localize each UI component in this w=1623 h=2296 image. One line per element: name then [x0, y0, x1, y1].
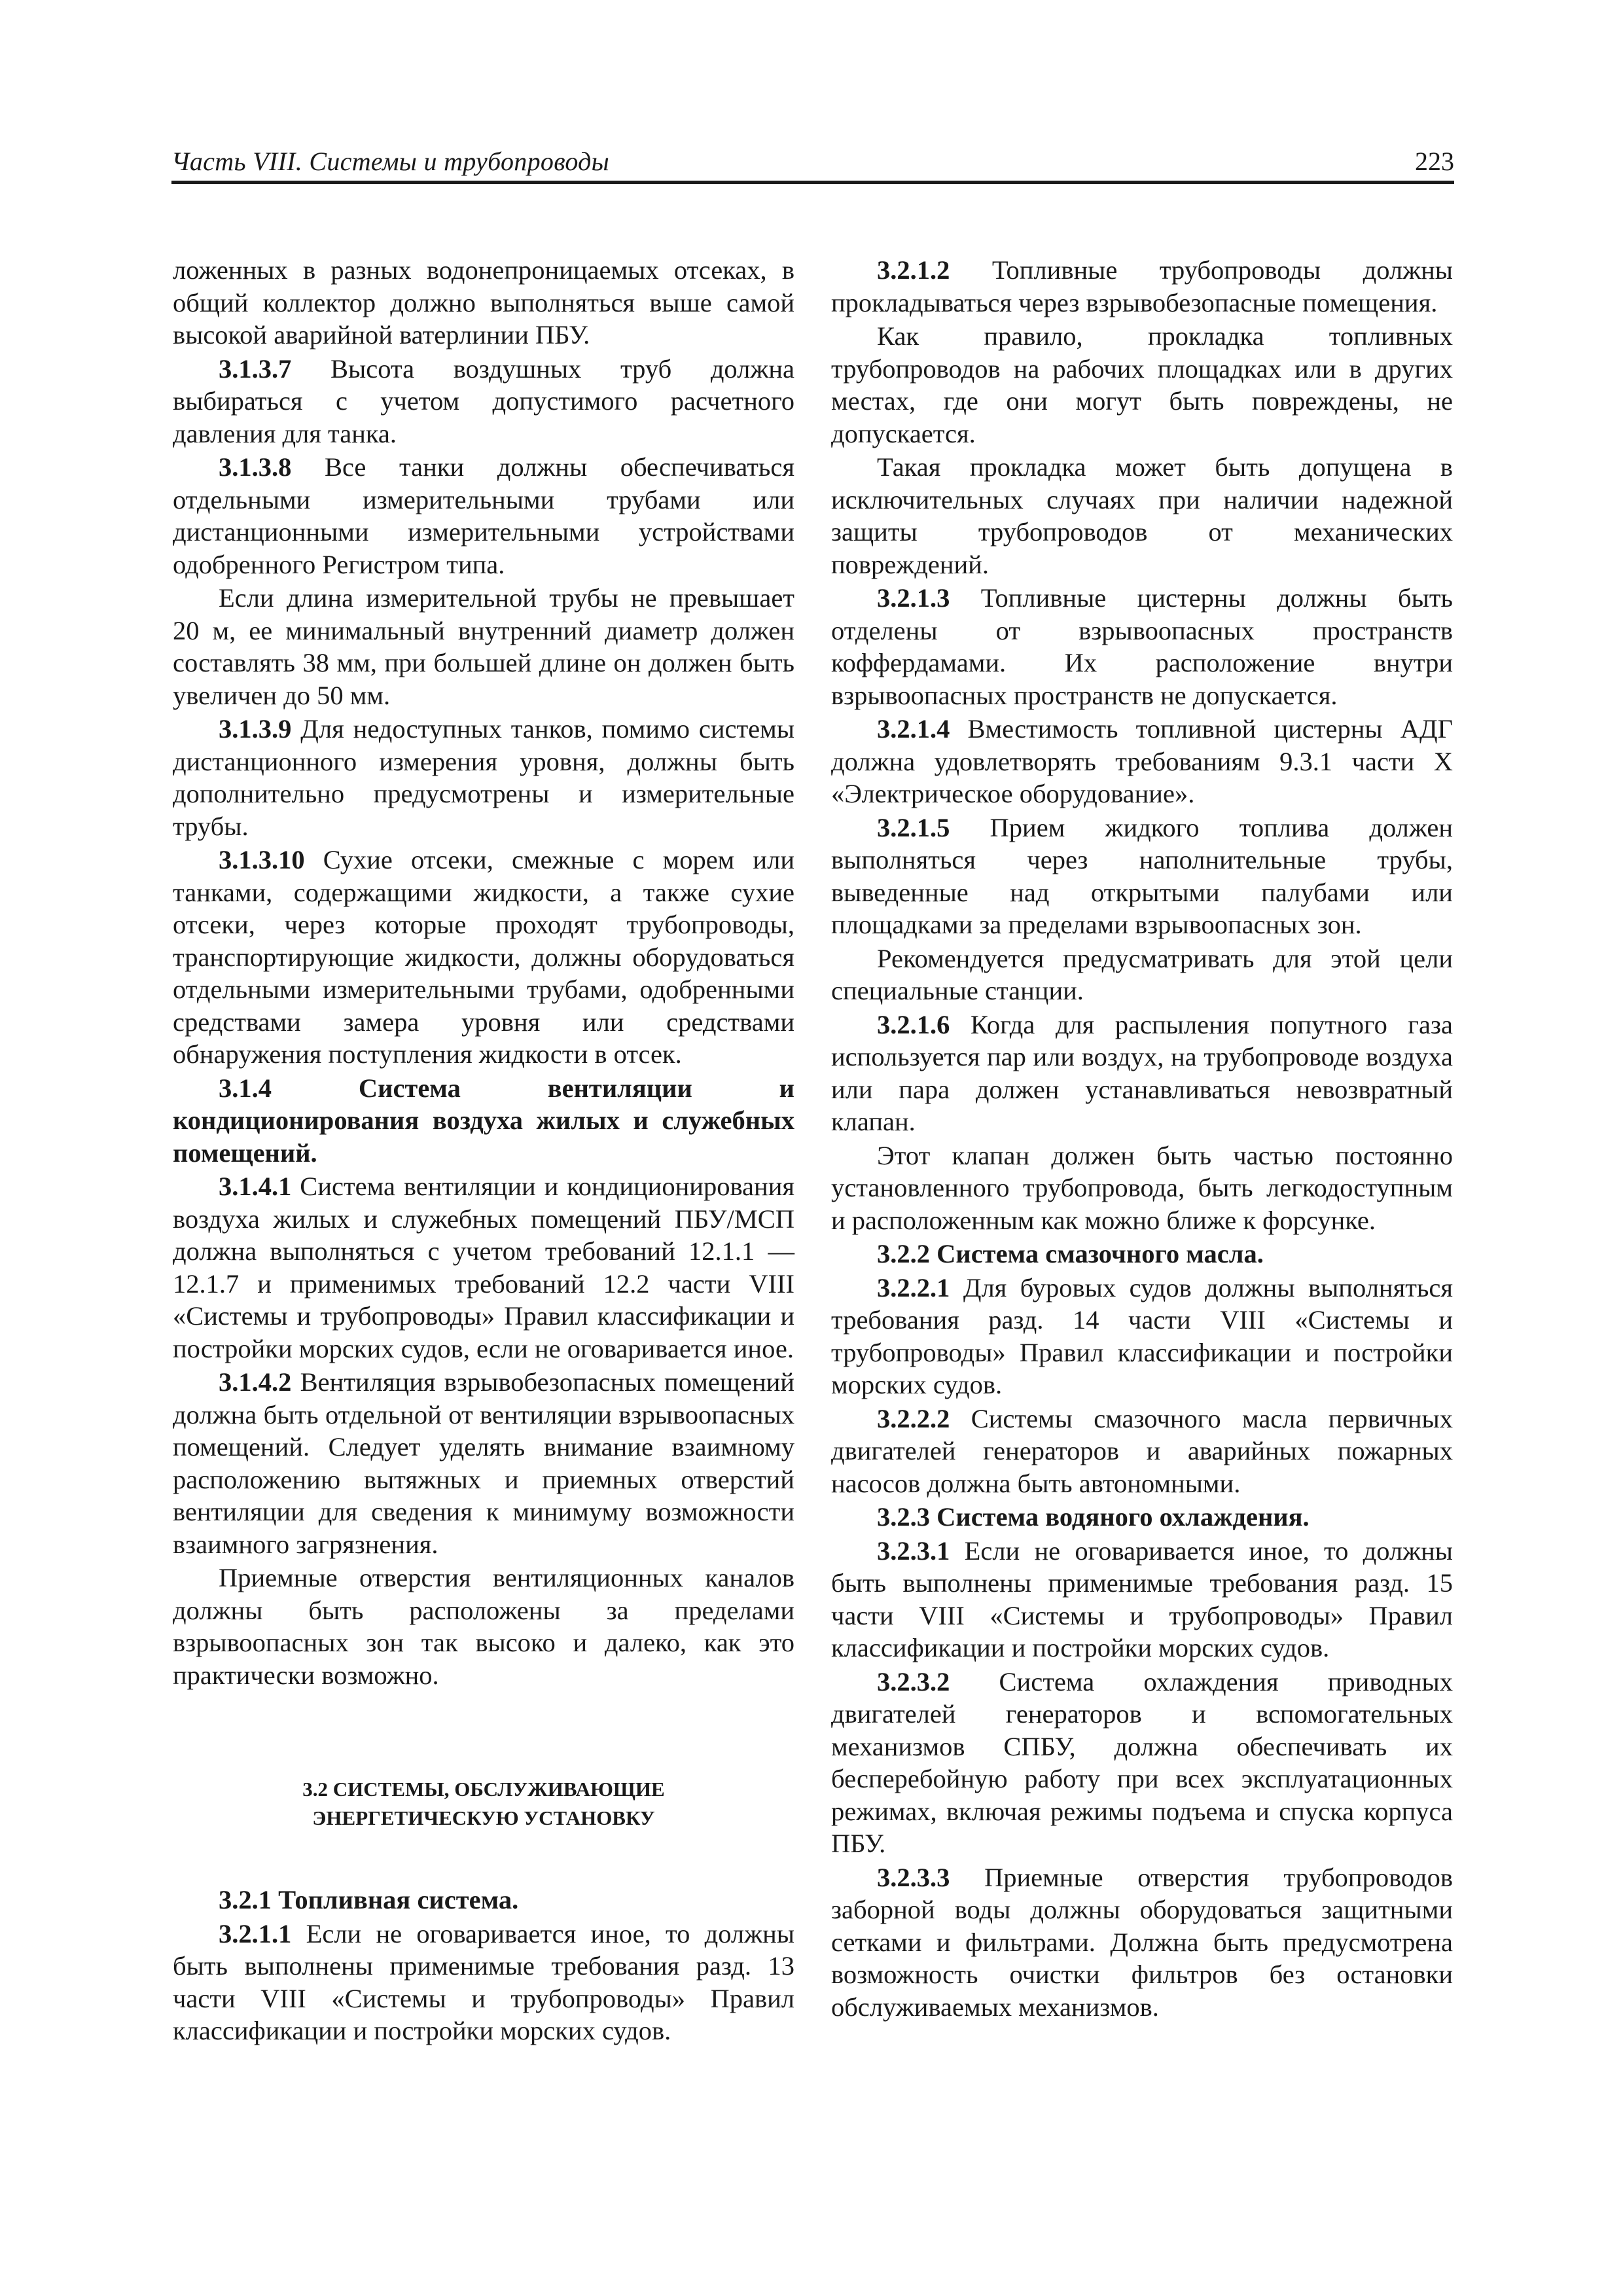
clause-number: 3.1.4.2 [219, 1367, 292, 1397]
clause-number: 3.2.1.2 [877, 255, 950, 285]
subsection-heading: 3.2.1 Топливная система. [219, 1885, 519, 1914]
paragraph: 3.2.2.2 Системы смазочного масла первичных двигателей генераторов и аварийных пожарных насосов должна быть автономными. [831, 1403, 1453, 1498]
paragraph: 3.1.3.7 Высота воздушных труб должна выбираться с учетом допустимого расчетного давления для танка. [173, 353, 794, 448]
paragraph: 3.2.1.5 Прием жидкого топлива должен выполняться через наполнительные трубы, выведенные над открытыми палубами или площадками за пределами взрывоопасных зон. [831, 812, 1453, 939]
page-number: 223 [1415, 147, 1454, 176]
paragraph: ложенных в разных водонепроницаемых отсеках, в общий коллектор должно выполняться выше самой высокой аварийной ватерлинии ПБУ. [173, 255, 794, 350]
clause-number: 3.2.1.4 [877, 714, 950, 744]
paragraph: 3.2.3.1 Если не оговаривается иное, то должны быть выполнены применимые требования разд. 15 части VIII «Системы и трубопроводы» Правил классификации и постройки морских судов. [831, 1535, 1453, 1662]
clause-number: 3.2.3.2 [877, 1666, 950, 1696]
paragraph: 3.2.1.1 Если не оговаривается иное, то должны быть выполнены применимые требования разд. 13 части VIII «Системы и трубопроводы» Правил классификации и постройки морских судов. [173, 1918, 794, 2045]
clause-number: 3.2.2.2 [877, 1403, 950, 1433]
running-title: Часть VIII. Системы и трубопроводы [171, 147, 610, 176]
right-column [831, 254, 1453, 2024]
clause-number: 3.1.3.10 [219, 845, 305, 874]
subsection-heading: 3.1.4 Система вентиляции и кондиционирования воздуха жилых и служебных помещений. [173, 1073, 794, 1168]
paragraph: Приемные отверстия вентиляционных каналов должны быть расположены за пределами взрывоопасных зон так высоко и далеко, как это практически возможно. [173, 1563, 794, 1690]
clause-number: 3.2.1.3 [877, 583, 950, 613]
paragraph: Если длина измерительной трубы не превышает 20 м, ее минимальный внутренний диаметр должен составлять 38 мм, при большей длине он должен быть увеличен до 50 мм. [173, 583, 794, 710]
clause-number: 3.1.3.8 [219, 452, 292, 482]
clause-number: 3.1.4.1 [219, 1172, 292, 1201]
running-header [171, 139, 1454, 184]
paragraph: 3.1.3.8 Все танки должны обеспечиваться отдельными измерительными трубами или дистанционными измерительными устройствами одобренного Регистром типа. [173, 452, 794, 579]
paragraph: 3.2.2.1 Для буровых судов должны выполняться требования разд. 14 части VIII «Системы и трубопроводы» Правил классификации и постройки морских судов. [831, 1272, 1453, 1399]
paragraph: 3.1.3.9 Для недоступных танков, помимо системы дистанционного измерения уровня, должны быть дополнительно предусмотрены и измерительные трубы. [173, 714, 794, 841]
clause-number: 3.2.1.5 [877, 812, 950, 842]
paragraph: 3.2.1.4 Вместимость топливной цистерны АДГ должна удовлетворять требованиям 9.3.1 части Х «Электрическое оборудование». [831, 714, 1453, 808]
paragraph: 3.1.3.10 Сухие отсеки, смежные с морем или танками, содержащими жидкости, а также сухие отсеки, через которые проходят трубопроводы, транспортирующие жидкости, должны оборудоваться отдельными измерительными трубами, одобренными средствами замера уровня или средствами обнаружения поступления жидкости в отсек. [173, 845, 794, 1069]
paragraph: 3.1.4.1 Система вентиляции и кондиционирования воздуха жилых и служебных помещений ПБУ/МСП должна выполняться с учетом требований 12.1.1 — 12.1.7 и применимых требований 12.2 части VIII «Системы и трубопроводы» Правил классификации и постройки морских судов, если не оговаривается иное. [173, 1172, 794, 1363]
clause-number: 3.2.1.6 [877, 1009, 950, 1039]
left-column [173, 254, 794, 2049]
subsection-heading: 3.2.2 Система смазочного масла. [877, 1239, 1264, 1268]
paragraph: 3.2.3.2 Система охлаждения приводных двигателей генераторов и вспомогательных механизмов СПБУ, должна обеспечивать их бесперебойную работу при всех эксплуатационных режимах, включая режимы подъема и спуска корпуса ПБУ. [831, 1666, 1453, 1858]
paragraph: 3.2.1.2 Топливные трубопроводы должны прокладываться через взрывобезопасные помещения. [831, 255, 1453, 317]
paragraph: Рекомендуется предусматривать для этой цели специальные станции. [831, 943, 1453, 1005]
clause-number: 3.2.3.1 [877, 1535, 950, 1566]
clause-number: 3.1.3.9 [219, 714, 292, 744]
paragraph: 3.1.4.2 Вентиляция взрывобезопасных помещений должна быть отдельной от вентиляции взрывоопасных помещений. Следует уделять внимание взаимному расположению вытяжных и приемных отверстий вентиляции для сведения к минимуму возможности взаимного загрязнения. [173, 1367, 794, 1559]
paragraph: 3.2.1.6 Когда для распыления попутного газа используется пар или воздух, на трубопроводе воздуха или пара должен устанавливаться невозвратный клапан. [831, 1009, 1453, 1136]
clause-number: 3.1.3.7 [219, 353, 292, 384]
paragraph: 3.2.1.3 Топливные цистерны должны быть отделены от взрывоопасных пространств коффердамами. Их расположение внутри взрывоопасных пространств не допускается. [831, 583, 1453, 710]
paragraph: Такая прокладка может быть допущена в исключительных случаях при наличии надежной защиты трубопроводов от механических повреждений. [831, 452, 1453, 579]
section-title: 3.2 СИСТЕМЫ, ОБСЛУЖИВАЮЩИЕ ЭНЕРГЕТИЧЕСКУЮ УСТАНОВКУ [302, 1778, 665, 1829]
paragraph: Этот клапан должен быть частью постоянно установленного трубопровода, быть легкодоступным и расположенным как можно ближе к форсунке. [831, 1140, 1453, 1235]
clause-number: 3.2.1.1 [219, 1918, 292, 1948]
clause-number: 3.2.3.3 [877, 1862, 950, 1892]
paragraph: Как правило, прокладка топливных трубопроводов на рабочих площадках или в других местах, где они могут быть повреждены, не допускается. [831, 321, 1453, 448]
clause-number: 3.2.2.1 [877, 1272, 950, 1302]
subsection-heading: 3.2.3 Система водяного охлаждения. [877, 1502, 1310, 1532]
paragraph: 3.2.3.3 Приемные отверстия трубопроводов заборной воды должны оборудоваться защитными сетками и фильтрами. Должна быть предусмотрена возможность очистки фильтров без остановки обслуживаемых механизмов. [831, 1862, 1453, 2022]
